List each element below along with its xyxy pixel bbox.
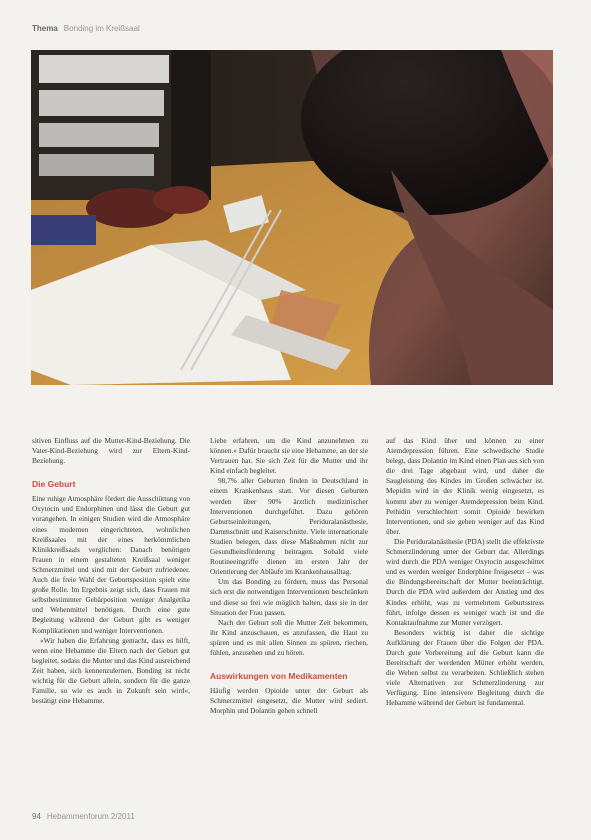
text-column-3 [386, 436, 544, 806]
paragraph: Liebe erfahren, um die Kind anzunehmen zu können.« Dafür braucht sie eine Hebamme, an der sie Vertrauen hat. Sie sich Zeit für die Mutter und ihr Kind einfach begleitet. [210, 436, 368, 476]
paragraph: Nach der Geburt soll die Mutter Zeit bekommen, ihr Kind anzuschauen, es anzufassen, die Haut zu spüren und es mit allen Sinnen zu spüren, riechen, fühlen, anzusehen und zu hören. [210, 617, 368, 657]
paragraph: Eine ruhige Atmosphäre fördert die Ausschüttung von Oxytocin und Endorphinen und lässt die Geburt gut vorangehen. In einigen Studien wird die Atmosphäre eines modernen eingerichteten, wohnlichen Kreißsaales mit der eines herkömmlichen Klinikkreißsaals verglichen: Danach benötigen Frauen in einem gestalteten Kreißsaal weniger Schmerzmittel und sind mit der Geburt zufriedener. Auch die freie Wahl der Geburtsposition spielt eine große Rolle. Im Ergebnis zeigt sich, dass Frauen mit selbstbestimmter Gebärposition weniger Analgetika und Wehenmittel benötigen. Durch eine gute Begleitung während der Geburt gibt es weniger Komplikationen und weniger Interventionen. [32, 494, 190, 635]
paragraph: sitiven Einfluss auf die Mutter-Kind-Beziehung. Die Vater-Kind-Beziehung wird zur Eltern-Kind-Beziehung. [32, 436, 190, 466]
text-column-1 [32, 436, 190, 806]
page-number: 94 [32, 812, 41, 821]
paragraph: 98,7% aller Geburten finden in Deutschland in einem Krankenhaus statt. Vor diesen Geburten werden über 90% ärztlich medizinischer Interventionen durchgeführt. Dazu gehören Geburtseinleitungen, Periduralanästhesie, Dammschnitt und Kaiserschnitte. Viele internationale Studien belegen, dass diese Maßnahmen nicht zur Gesundheitsförderung beitragen. Sobald viele Routineeingriffe dienen im ersten Jahr der Orientierung der Abläufe im Krankenhausalltag. [210, 476, 368, 577]
page-footer [32, 812, 135, 821]
paragraph: Um das Bonding zu fördern, muss das Personal sich erst die notwendigen Interventionen beschränken und diese so frei wie möglich halten, dass sie in der Situation der Frau passen. [210, 577, 368, 617]
paragraph: »Wir haben die Erfahrung gemacht, dass es hilft, wenn eine Hebamme die Eltern nach der Geburt gut begleitet, sodass die Mutter und das Kind ausreichend Zeit haben, sich kennenzulernen. Bonding ist nicht wichtig für die Geburt allein, sondern für die ganze Familie, so wie es auch in Zukunft sein wird«, bestätigt eine Hebamme. [32, 635, 190, 706]
magazine-name: Hebammenforum 2/2011 [46, 812, 135, 821]
paragraph: Die Periduralanästhesie (PDA) stellt die effektivste Schmerzlinderung unter der Geburt dar. Allerdings wird durch die PDA weniger Oxytocin ausgeschüttet und es werden weniger Endorphine freigesetzt – was die Bindungsbereitschaft der Mutter beeinträchtigt. Durch die PDA wird außerdem der Anstieg und des Kindes erhöht, was zu vermehrtem Geburtsstress führt, infolge dessen es weniger wach ist und die Kontaktaufnahme zur Mutter verzögert. [386, 536, 544, 627]
photo-illustration [31, 50, 553, 385]
text-column-2 [210, 436, 368, 806]
section-subtitle: Bonding im Kreißsaal [63, 24, 140, 33]
paragraph: Häufig werden Opioide unter der Geburt als Schmerzmittel eingesetzt, die Mutter wird sediert. Morphin und Dolantin gehen schnell [210, 686, 368, 716]
section-heading-medication: Auswirkungen von Medikamenten [210, 671, 348, 682]
section-heading-birth: Die Geburt [32, 479, 76, 490]
running-header [32, 24, 140, 33]
paragraph: auf das Kind über und können zu einer Atemdepression führen. Eine schwedische Studie belegt, dass Dolantin im Kind einen Plan aus sich von die drei Tage abgebaut wird, und daher die Saugleistung des Kindes im Großen schwächer ist. Mepidin wird in der Klinik wenig eingesetzt, es kommt aber zu weniger Atemdepression beim Kind. Pethidin verschlechtert somit Opioide bewirken Interventionen, und sie gehen weniger auf das Kind über. [386, 436, 544, 536]
article-photo [31, 50, 553, 385]
paragraph: Besonders wichtig ist daher die sichtige Aufklärung der Frauen über die Folgen der PDA. Durch gute Vorbereitung auf die Geburt kann die Bereitschaft der werdenden Mütter erhöht werden, die Wehen selbst zu verarbeiten. Schließlich stehen viele Alternativen zur Schmerzlinderung zur Verfügung. Eine intensivere Begleitung durch die Hebamme während der Geburt ist fundamental. [386, 627, 544, 708]
section-label: Thema [32, 24, 58, 33]
